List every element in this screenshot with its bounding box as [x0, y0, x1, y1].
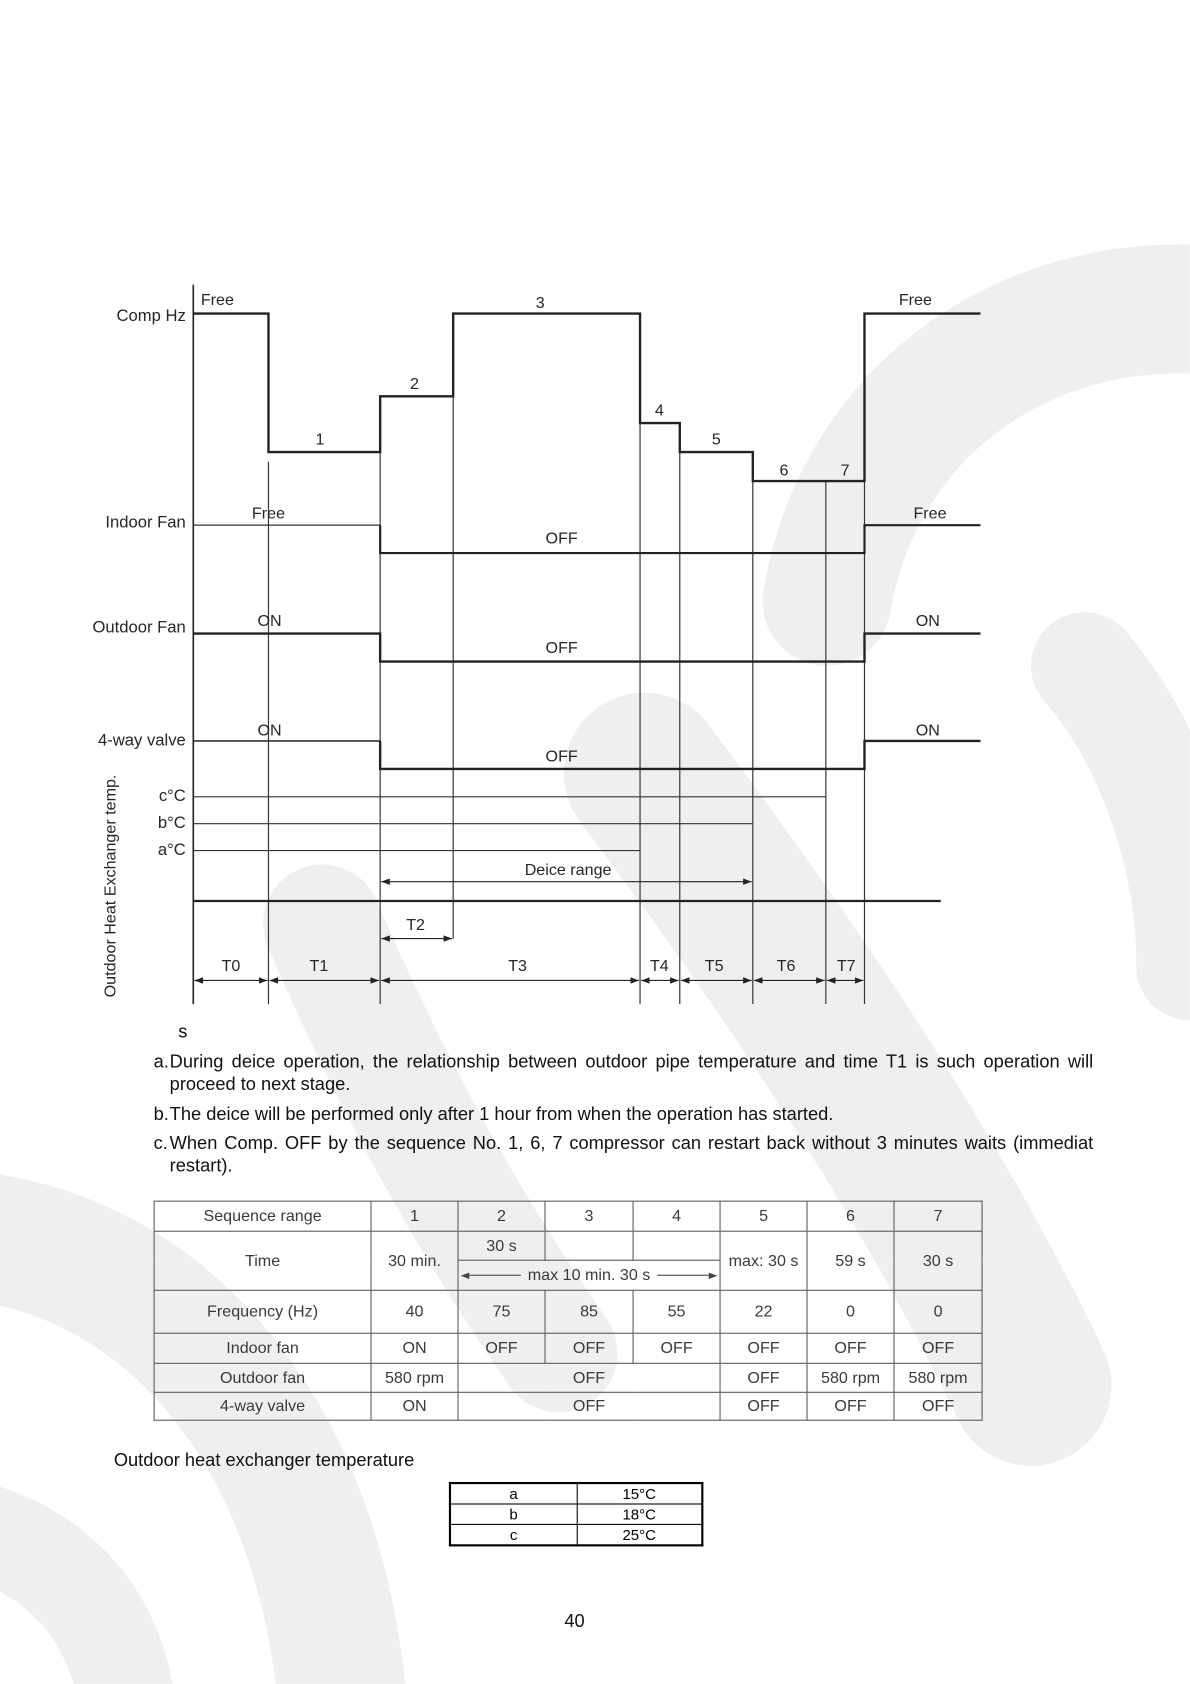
table-cell: 75	[458, 1290, 545, 1333]
table-cell: 0	[807, 1290, 894, 1333]
time-interval-label: T6	[776, 956, 796, 975]
table-cell: 30 s	[458, 1231, 545, 1260]
note-text: When Comp. OFF by the sequence No. 1, 6, 7 compressor can restart back without 3 minutes waits (immediat restart).	[169, 1132, 1094, 1176]
note-text: During deice operation, the relationship between outdoor pipe temperature and time T1 is such operation will proceed to next stage.	[169, 1051, 1094, 1095]
table-row	[154, 1290, 982, 1333]
temperature-level-b-label: b°C	[157, 812, 186, 832]
comp-hz-sequence-1: 1	[315, 430, 325, 449]
sequence-header-cell: 1	[371, 1201, 458, 1231]
table-cell: OFF	[894, 1333, 982, 1363]
arrow-right-icon	[709, 1272, 718, 1278]
table-row	[154, 1333, 982, 1363]
comp-hz-sequence-7: 7	[840, 461, 850, 480]
time-interval-label: T7	[836, 956, 856, 975]
temperature-axis-label: Outdoor Heat Exchanger temp.	[101, 774, 120, 998]
table-cell: OFF	[720, 1363, 807, 1392]
table-cell	[633, 1231, 720, 1260]
note-c	[154, 1132, 1094, 1177]
outdoor-fan-state-start: ON	[257, 612, 282, 631]
sequence-header-cell: 2	[458, 1201, 545, 1231]
table-cell: c	[450, 1524, 577, 1545]
span-arrow	[459, 1267, 720, 1283]
table-cell: 85	[545, 1290, 633, 1333]
time-row-label: Time	[154, 1231, 371, 1290]
comp-hz-sequence-5: 5	[711, 430, 721, 449]
four-way-valve-row-label: 4-way valve	[154, 1392, 371, 1420]
table-cell: OFF	[894, 1392, 982, 1420]
outdoor-fan-state-during: OFF	[545, 638, 578, 657]
table-cell: 59 s	[807, 1231, 894, 1290]
table-row	[450, 1504, 702, 1524]
outdoor-fan-trace	[193, 634, 980, 662]
table-cell: OFF	[720, 1333, 807, 1363]
sequence-header-cell: 5	[720, 1201, 807, 1231]
four-way-valve-state-end: ON	[915, 721, 940, 740]
table-cell: OFF	[545, 1333, 633, 1363]
four-way-valve-state-start: ON	[257, 721, 282, 740]
page-number: 40	[564, 1610, 585, 1632]
note-marker: a.	[153, 1051, 169, 1072]
table-cell: 30 s	[894, 1231, 982, 1290]
comp-hz-sequence-3: 3	[535, 294, 545, 313]
sequence-header-cell: 7	[894, 1201, 982, 1231]
outdoor-fan-row-label: Outdoor fan	[154, 1363, 371, 1392]
table-cell: a	[450, 1483, 577, 1504]
outdoor-fan-label: Outdoor Fan	[92, 617, 186, 637]
comp-hz-sequence-6: 6	[779, 461, 789, 480]
time-interval-label: T1	[309, 956, 329, 975]
table-cell: 580 rpm	[371, 1363, 458, 1392]
table-cell: 580 rpm	[894, 1363, 982, 1392]
stray-caption-text: s	[178, 1021, 188, 1042]
time-interval-label: T5	[704, 956, 724, 975]
note-marker: b.	[153, 1103, 169, 1125]
watermark-arc	[0, 1525, 129, 1684]
table-cell: 40	[371, 1290, 458, 1333]
table-cell: 18°C	[577, 1504, 703, 1524]
comp-hz-state-start: Free	[200, 290, 234, 309]
table-row	[154, 1231, 982, 1260]
table-cell: max: 30 s	[720, 1231, 807, 1290]
time-interval-label: T3	[508, 956, 528, 975]
indoor-fan-row-label: Indoor fan	[154, 1333, 371, 1363]
comp-hz-trace	[193, 314, 980, 482]
sequence-table	[154, 1201, 983, 1421]
four-way-valve-label: 4-way valve	[98, 730, 186, 750]
sequence-range-header: Sequence range	[154, 1201, 371, 1231]
span-arrow-text: max 10 min. 30 s	[527, 1266, 651, 1285]
indoor-fan-state-during: OFF	[545, 529, 578, 548]
indoor-fan-state-start: Free	[251, 504, 286, 523]
table-cell: OFF	[633, 1333, 720, 1363]
indoor-fan-label: Indoor Fan	[105, 512, 186, 532]
table-cell: ON	[371, 1333, 458, 1363]
temperature-level-c-label: c°C	[158, 786, 186, 806]
table-row	[154, 1392, 982, 1420]
temperature-table-caption: Outdoor heat exchanger temperature	[113, 1449, 415, 1471]
table-row	[154, 1363, 982, 1392]
table-cell: 580 rpm	[807, 1363, 894, 1392]
note-a	[154, 1050, 1094, 1095]
sequence-header-cell: 6	[807, 1201, 894, 1231]
outdoor-fan-state-end: ON	[915, 612, 940, 631]
indoor-fan-state-end: Free	[913, 504, 947, 523]
table-cell: OFF	[807, 1392, 894, 1420]
table-cell: b	[450, 1504, 577, 1524]
four-way-valve-state-during: OFF	[545, 747, 578, 766]
table-row	[450, 1524, 702, 1545]
table-cell: 22	[720, 1290, 807, 1333]
comp-hz-label: Comp Hz	[116, 306, 186, 326]
note-b	[154, 1103, 1094, 1126]
table-row	[450, 1483, 702, 1504]
table-cell: 30 min.	[371, 1231, 458, 1290]
sequence-header-cell: 4	[633, 1201, 720, 1231]
comp-hz-state-end: Free	[898, 290, 932, 309]
table-cell: 0	[894, 1290, 982, 1333]
table-cell	[458, 1260, 720, 1290]
table-cell: OFF	[458, 1392, 720, 1420]
table-cell: OFF	[458, 1333, 545, 1363]
time-interval-label: T0	[221, 956, 241, 975]
time-interval-label: T4	[649, 956, 669, 975]
table-cell: 25°C	[577, 1524, 703, 1545]
arrow-left-icon	[461, 1272, 470, 1278]
table-cell	[545, 1231, 633, 1260]
note-marker: c.	[153, 1132, 168, 1154]
table-cell: OFF	[720, 1392, 807, 1420]
arrow-line	[657, 1275, 709, 1276]
deice-range-label: Deice range	[524, 861, 612, 880]
table-cell: OFF	[807, 1333, 894, 1363]
table-cell: ON	[371, 1392, 458, 1420]
comp-hz-sequence-2: 2	[410, 374, 420, 393]
comp-hz-sequence-4: 4	[654, 401, 664, 420]
table-cell: OFF	[458, 1363, 720, 1392]
note-text: The deice will be performed only after 1 hour from when the operation has started.	[169, 1103, 834, 1125]
temperature-level-a-label: a°C	[157, 839, 186, 859]
temperature-table	[449, 1482, 704, 1546]
sequence-header-cell: 3	[545, 1201, 633, 1231]
table-cell: 55	[633, 1290, 720, 1333]
arrow-line	[469, 1275, 521, 1276]
table-row	[154, 1201, 982, 1231]
t2-label: T2	[406, 915, 425, 934]
table-cell: 15°C	[577, 1483, 703, 1504]
frequency-row-label: Frequency (Hz)	[154, 1290, 371, 1333]
